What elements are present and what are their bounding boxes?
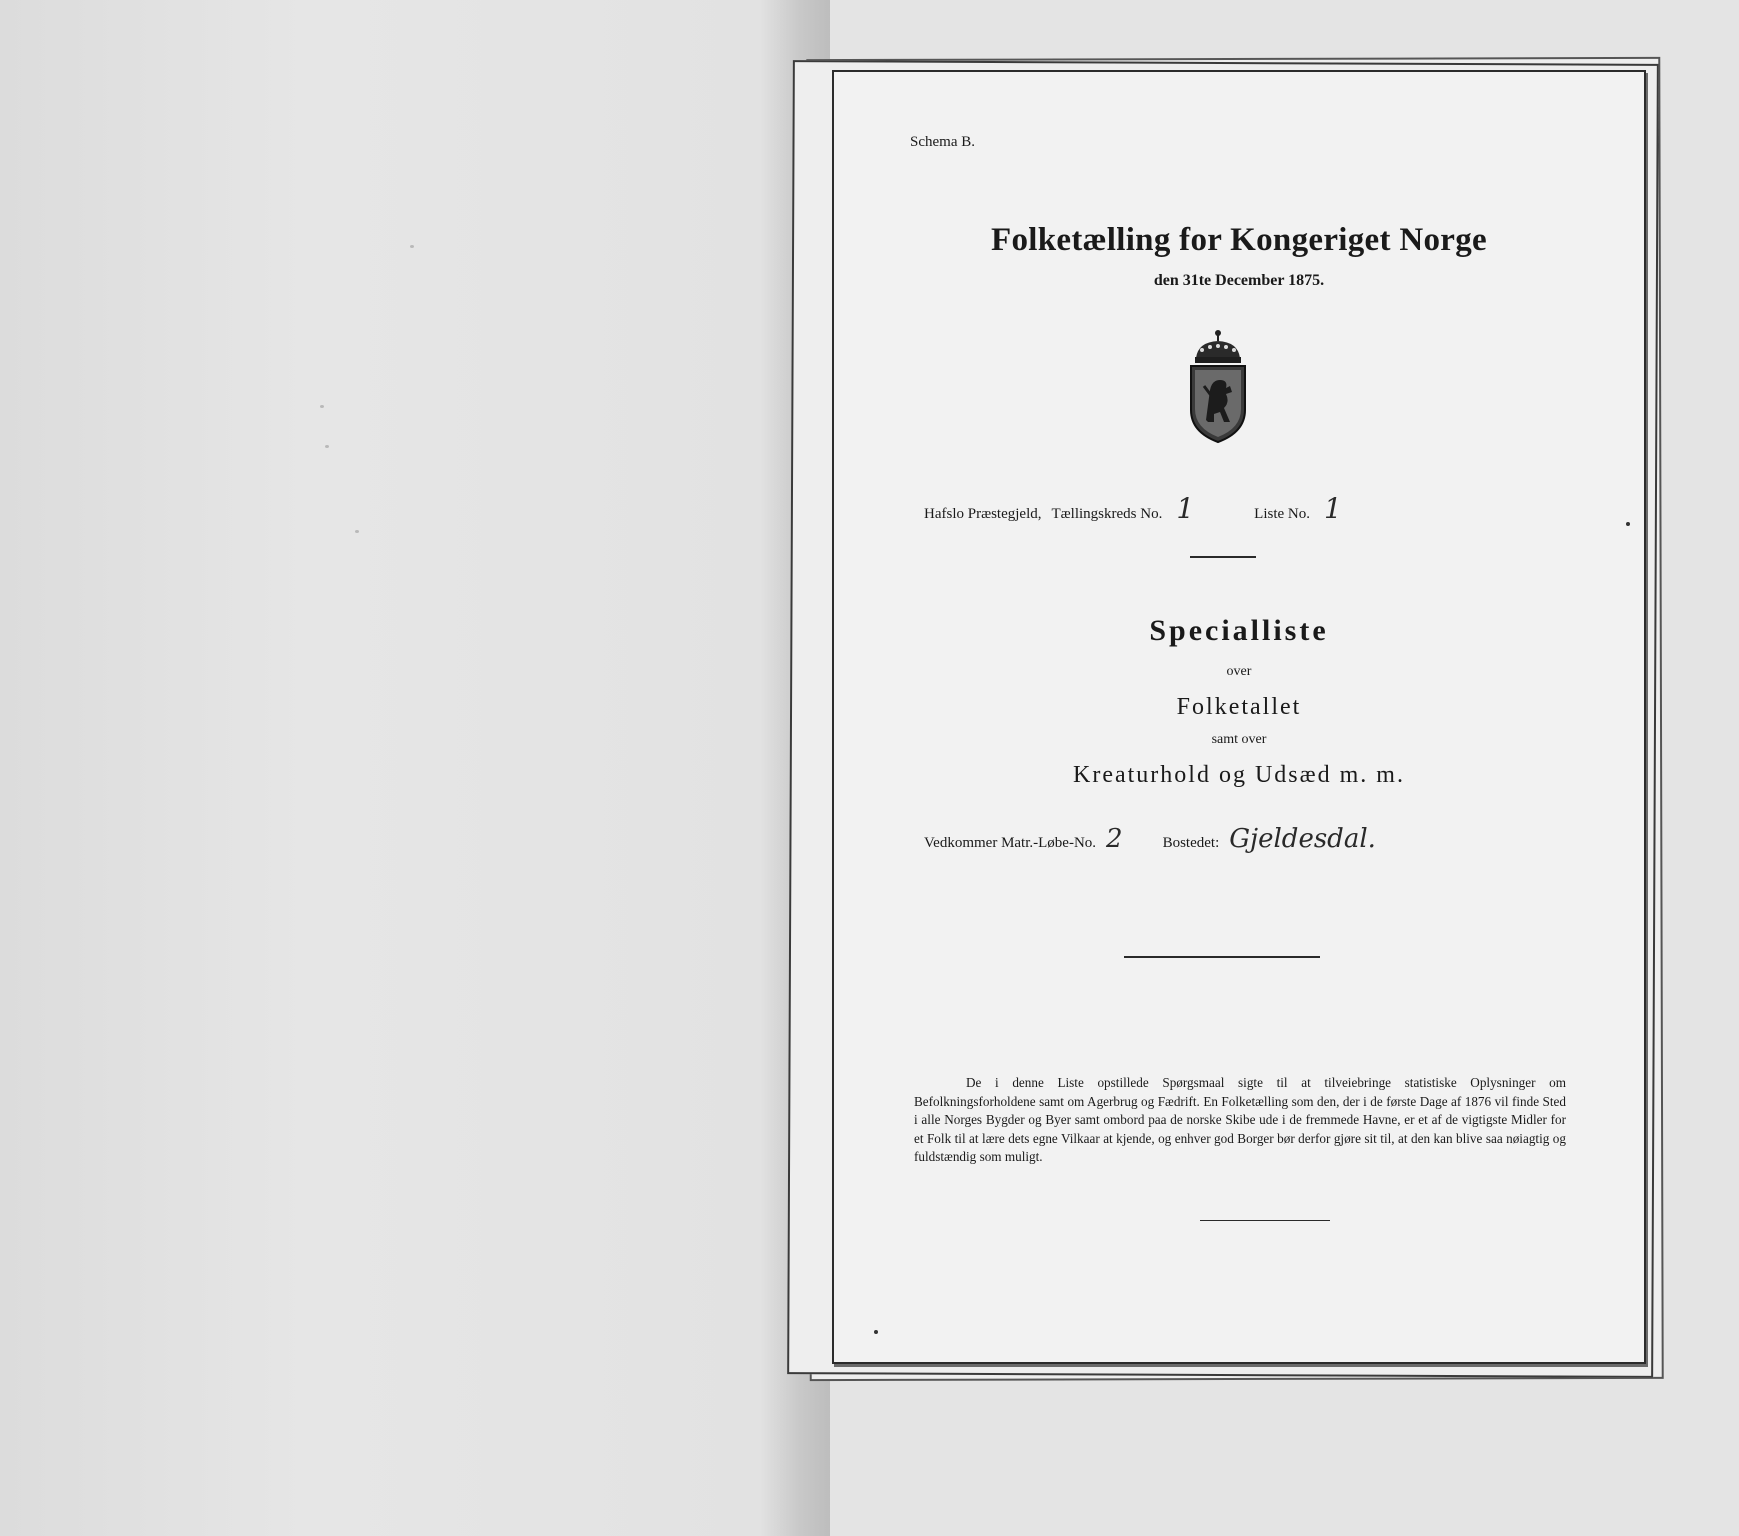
matr-number-handwritten: 2 xyxy=(1106,824,1123,854)
text-over: over xyxy=(1226,664,1252,679)
divider-rule xyxy=(1200,1220,1330,1221)
property-line xyxy=(924,824,1376,854)
schema-label: Schema B. xyxy=(910,134,975,150)
paper-speck xyxy=(320,405,324,408)
text-kreaturhold: Kreaturhold og Udsæd m. m. xyxy=(1073,762,1405,788)
norwegian-coat-of-arms-icon xyxy=(1186,328,1250,451)
document-title: Folketælling for Kongeriget Norge xyxy=(991,222,1487,258)
document-date: den 31te December 1875. xyxy=(1153,272,1325,289)
circuit-number-handwritten: 1 xyxy=(1176,492,1195,525)
divider-rule xyxy=(1190,556,1256,558)
paper-speck xyxy=(325,445,329,448)
left-facing-page xyxy=(0,0,775,1536)
explanatory-paragraph: De i denne Liste opstillede Spørgsmaal sigte til at tilveiebringe statistiske Oplysninger om Befolkningsforholdene samt om Agerbrug og Fædrift. En Folketælling som den, der i de første Dage af 1876 vil finde Sted i alle Norges Bygder og Byer samt ombord paa de norske Skibe ude i de fremmede Havne, er et af de vigtigste Midler for et Folk til at lære dets egne Vilkaar at kjende, og enhver god Borger bør derfor gjøre sit til, at den kan blive saa nøiagtig og fuldstændig som muligt. xyxy=(914,1075,1566,1164)
paper-speck xyxy=(355,530,359,533)
census-form-page xyxy=(832,70,1646,1364)
text-folketallet: Folketallet xyxy=(1176,694,1302,720)
paper-speck xyxy=(410,245,414,248)
paper-speck xyxy=(874,1330,878,1334)
paper-speck xyxy=(1626,522,1630,526)
district-line xyxy=(924,492,1342,525)
list-label: Liste No. xyxy=(1254,506,1310,522)
circuit-label: Tællingskreds No. xyxy=(1051,506,1163,522)
divider-rule xyxy=(1124,956,1320,958)
parish-label: Hafslo Præstegjeld, xyxy=(924,506,1042,522)
text-samt-over: samt over xyxy=(1211,732,1267,747)
heading-specialliste: Specialliste xyxy=(1149,614,1329,647)
list-number-handwritten: 1 xyxy=(1324,492,1342,525)
bosted-label: Bostedet: xyxy=(1162,835,1220,851)
bosted-handwritten: Gjeldesdal. xyxy=(1229,824,1376,854)
matr-label: Vedkommer Matr.-Løbe-No. xyxy=(924,835,1097,851)
